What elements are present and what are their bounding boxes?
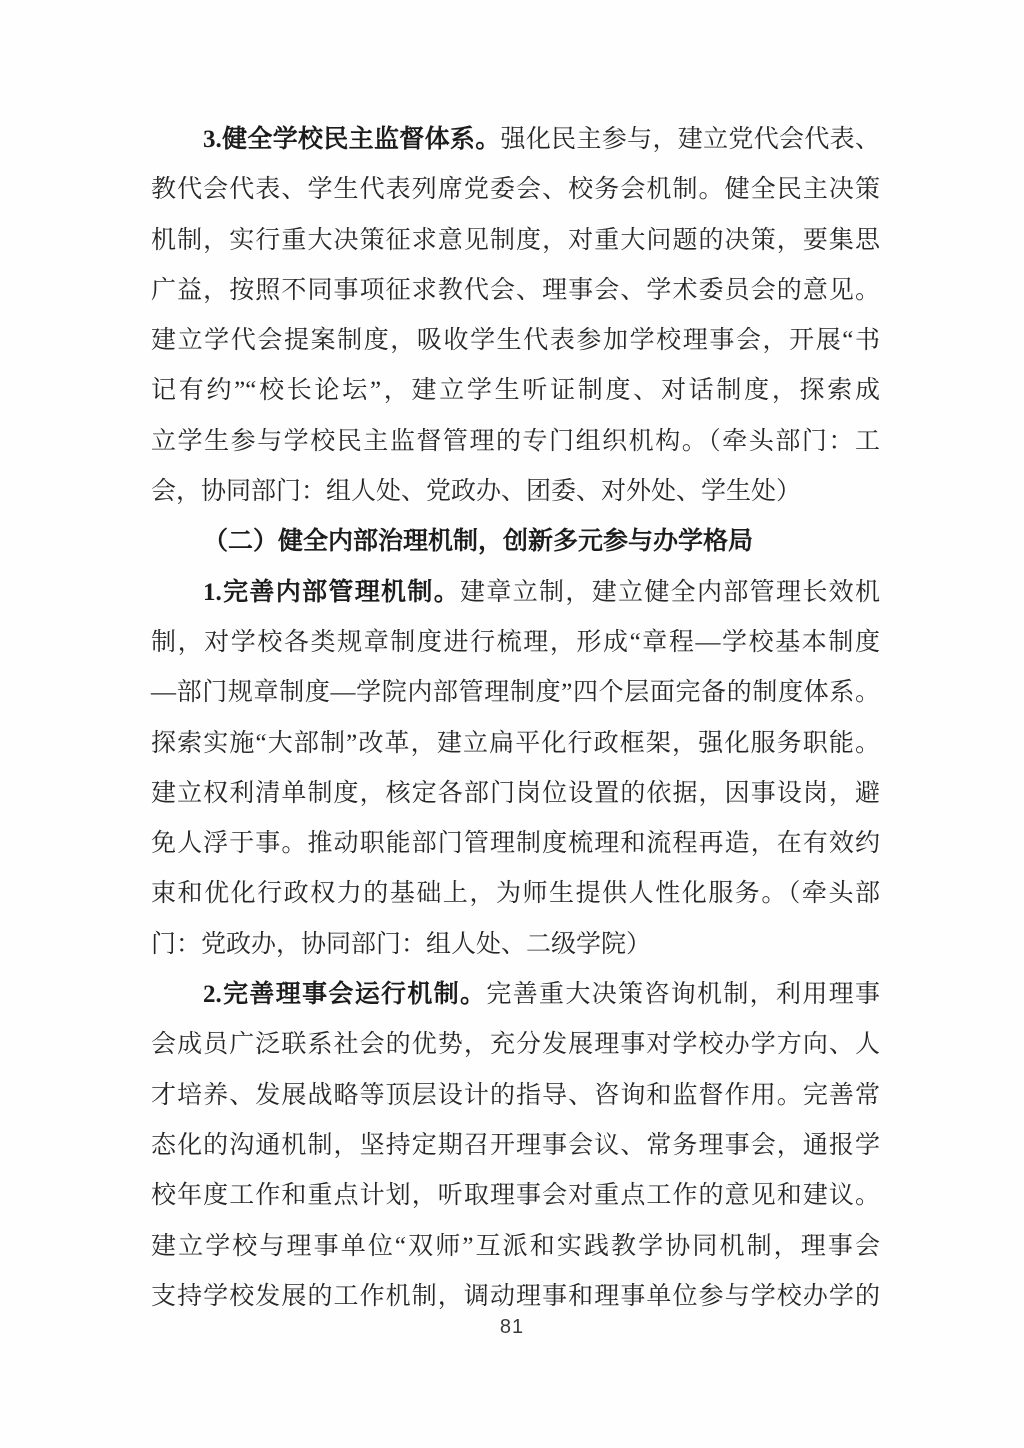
text-line: [151, 417, 880, 467]
text-segment-bold: 1.完善内部管理机制。: [203, 578, 461, 606]
text-line: [151, 719, 880, 769]
text-segment: 探索实施“大部制”改革，建立扁平化行政框架，强化服务职能。: [151, 729, 880, 757]
text-segment: 态化的沟通机制，坚持定期召开理事会议、常务理事会，通报学: [151, 1131, 880, 1159]
text-segment-bold: 2.完善理事会运行机制。: [203, 981, 487, 1009]
text-segment: 校年度工作和重点计划，听取理事会对重点工作的意见和建议。: [151, 1182, 880, 1210]
text-line: [151, 869, 880, 919]
text-segment: 教代会代表、学生代表列席党委会、校务会机制。健全民主决策: [151, 176, 880, 204]
document-body: [151, 115, 880, 1322]
text-segment: 才培养、发展战略等顶层设计的指导、咨询和监督作用。完善常: [151, 1081, 880, 1109]
text-segment: 建立学代会提案制度，吸收学生代表参加学校理事会，开展“书: [151, 327, 880, 355]
text-segment: 免人浮于事。推动职能部门管理制度梳理和流程再造，在有效约: [151, 830, 880, 858]
text-line: [151, 266, 880, 316]
text-line: [151, 668, 880, 718]
text-segment: 强化民主参与，建立党代会代表、: [500, 126, 880, 153]
text-line: [151, 1171, 880, 1221]
text-segment: 束和优化行政权力的基础上，为师生提供人性化服务。（牵头部: [151, 880, 880, 908]
text-segment: 立学生参与学校民主监督管理的专门组织机构。（牵头部门：工: [151, 427, 880, 455]
text-line: [151, 517, 880, 567]
text-line: [151, 568, 880, 618]
text-line: [151, 970, 880, 1020]
text-line: [151, 1272, 880, 1322]
text-line: [151, 1020, 880, 1070]
text-line: [151, 1071, 880, 1121]
text-segment-bold: 3.健全学校民主监督体系。: [203, 126, 501, 153]
text-segment: 建章立制，建立健全内部管理长效机: [460, 578, 880, 606]
text-line: [151, 1222, 880, 1272]
text-segment: 建立权利清单制度，核定各部门岗位设置的依据，因事设岗，避: [151, 779, 880, 807]
text-segment: 记有约”“校长论坛”，建立学生听证制度、对话制度，探索成: [151, 377, 880, 405]
text-line: [151, 115, 880, 165]
text-segment: 会，协同部门：组人处、党政办、团委、对外处、学生处）: [151, 478, 802, 506]
text-segment: 制，对学校各类规章制度进行梳理，形成“章程—学校基本制度: [151, 628, 880, 656]
text-segment: 完善重大决策咨询机制，利用理事: [486, 981, 880, 1009]
page-number: 81: [499, 1316, 525, 1338]
text-line: [151, 366, 880, 416]
text-segment-bold: （二）健全内部治理机制，创新多元参与办学格局: [203, 528, 754, 556]
text-segment: 广益，按照不同事项征求教代会、理事会、学术委员会的意见。: [151, 276, 880, 304]
text-line: [151, 920, 880, 970]
text-line: [151, 216, 880, 266]
text-segment: 支持学校发展的工作机制，调动理事和理事单位参与学校办学的: [151, 1282, 880, 1310]
text-segment: 机制，实行重大决策征求意见制度，对重大问题的决策，要集思: [151, 226, 880, 254]
text-line: [151, 165, 880, 215]
text-line: [151, 769, 880, 819]
text-segment: 门：党政办，协同部门：组人处、二级学院）: [151, 930, 652, 958]
text-segment: —部门规章制度—学院内部管理制度”四个层面完备的制度体系。: [151, 679, 880, 707]
text-line: [151, 819, 880, 869]
text-line: [151, 1121, 880, 1171]
text-line: [151, 467, 880, 517]
text-line: [151, 316, 880, 366]
text-segment: 会成员广泛联系社会的优势，充分发展理事对学校办学方向、人: [151, 1031, 880, 1059]
text-line: [151, 618, 880, 668]
text-segment: 建立学校与理事单位“双师”互派和实践教学协同机制，理事会: [151, 1232, 880, 1260]
